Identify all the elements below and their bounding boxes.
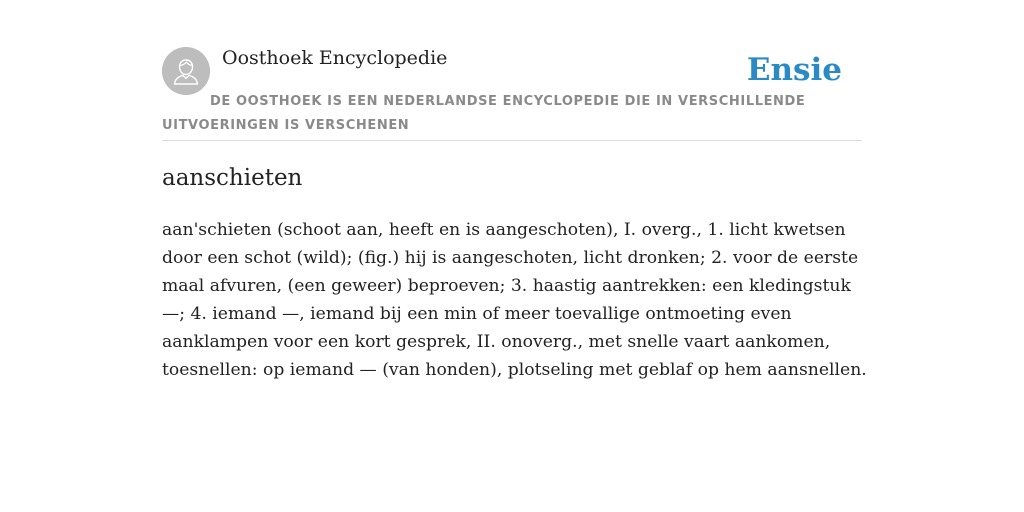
source-avatar[interactable] (162, 47, 210, 95)
entry-title: aanschieten (162, 165, 303, 191)
source-header (162, 46, 862, 141)
source-name-link[interactable]: Oosthoek Encyclopedie (222, 47, 448, 69)
entry-definition: aan'schieten (schoot aan, heeft en is aangeschoten), I. overg., 1. licht kwetsen door een schot (wild); (fig.) hij is aangeschoten, licht dronken; 2. voor de eerste maal afvuren, (een geweer) beproeven; 3. haastig aantrekken: een kledingstuk —; 4. iemand —, iemand bij een min of meer toevallige ontmoeting even aanklampen voor een kort gesprek, II. onoverg., met snelle vaart aankomen, toesnellen: op iemand — (van honden), plotseling met geblaf op hem aansnellen. (162, 220, 867, 380)
source-description (162, 90, 862, 138)
ensie-logo-link[interactable]: Ensie (746, 52, 842, 88)
source-description-text: DE OOSTHOEK IS EEN NEDERLANDSE ENCYCLOPEDIE DIE IN VERSCHILLENDE UITVOERINGEN IS VERSCHENEN (162, 94, 806, 133)
user-avatar-icon (162, 47, 210, 95)
